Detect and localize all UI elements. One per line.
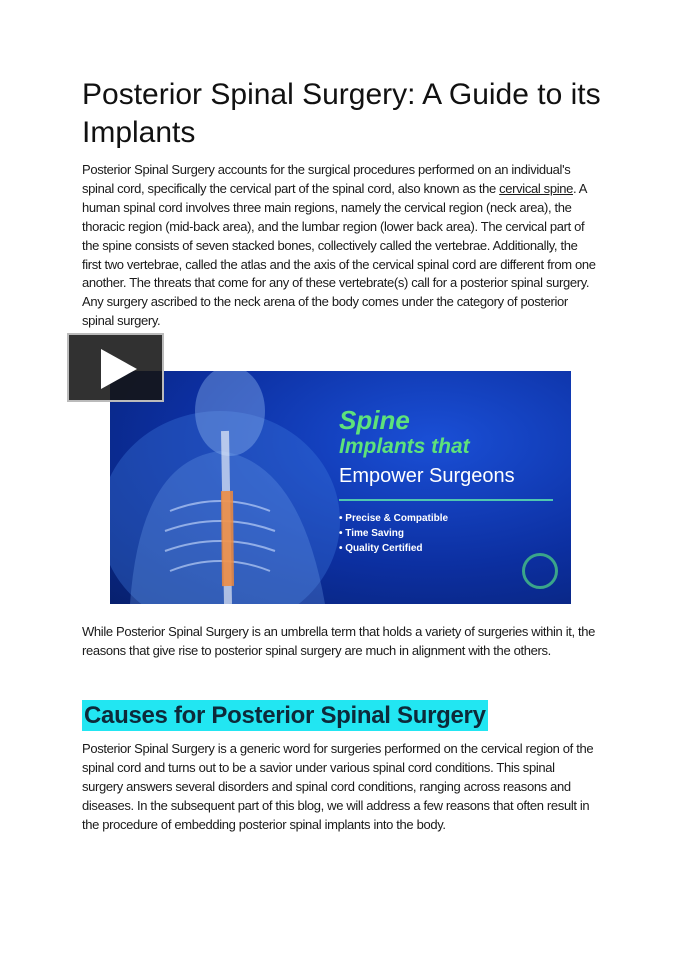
- play-icon: [99, 347, 139, 391]
- body-paragraph: While Posterior Spinal Surgery is an umbrella term that holds a variety of surgeries within it, the reasons that give rise to posterior spinal surgery are much in alignment with the others.: [82, 624, 596, 658]
- page-title: Posterior Spinal Surgery: A Guide to its Implants: [82, 78, 601, 149]
- intro-text-2: . A human spinal cord involves three main regions, namely the cervical region (neck area), the thoracic region (mid-back area), and the lumbar region (lower back area). The cervical part of the spine consists of seven stacked bones, collectively called the vertebrae. Additionally, the first two vertebrae, called the atlas and the axis of the cervical spinal cord are different from one another. The threats that come for any of these vertebrate(s) call for a posterior spinal surgery. Any surgery ascribed to the neck arena of the body comes under the category of posterior spinal surgery.: [82, 180, 596, 329]
- play-button[interactable]: [67, 333, 164, 402]
- intro-paragraph: [82, 161, 597, 331]
- banner-implants-text: Implants that: [339, 435, 470, 458]
- spine-implants-banner: [110, 371, 571, 604]
- body-paragraph: Posterior Spinal Surgery is a generic word for surgeries performed on the cervical region of the spinal cord and turns out to be a savior under various spinal cord conditions. This spinal surgery answers several disorders and spinal cord conditions, ranging across reasons and diseases. In the subsequent part of this blog, we will address a few reasons that often result in the procedure of embedding posterior spinal implants into the body.: [82, 741, 594, 832]
- cervical-spine-link[interactable]: cervical spine: [499, 180, 573, 196]
- banner-bullet: • Precise & Compatible: [339, 511, 448, 526]
- banner-empower-text: Empower Surgeons: [339, 465, 515, 487]
- banner-bullets: [339, 511, 448, 556]
- banner-bullet: • Quality Certified: [339, 541, 448, 556]
- banner-bullet: • Time Saving: [339, 526, 448, 541]
- circle-icon: [522, 553, 558, 589]
- banner-spine-text: Spine: [339, 405, 410, 435]
- section-heading: Causes for Posterior Spinal Surgery: [84, 702, 486, 729]
- intro-text-1: Posterior Spinal Surgery accounts for the surgical procedures performed on an individual's spinal cord, specifically the cervical part of the spinal cord, also known as the: [82, 162, 571, 196]
- banner-divider: [339, 499, 553, 501]
